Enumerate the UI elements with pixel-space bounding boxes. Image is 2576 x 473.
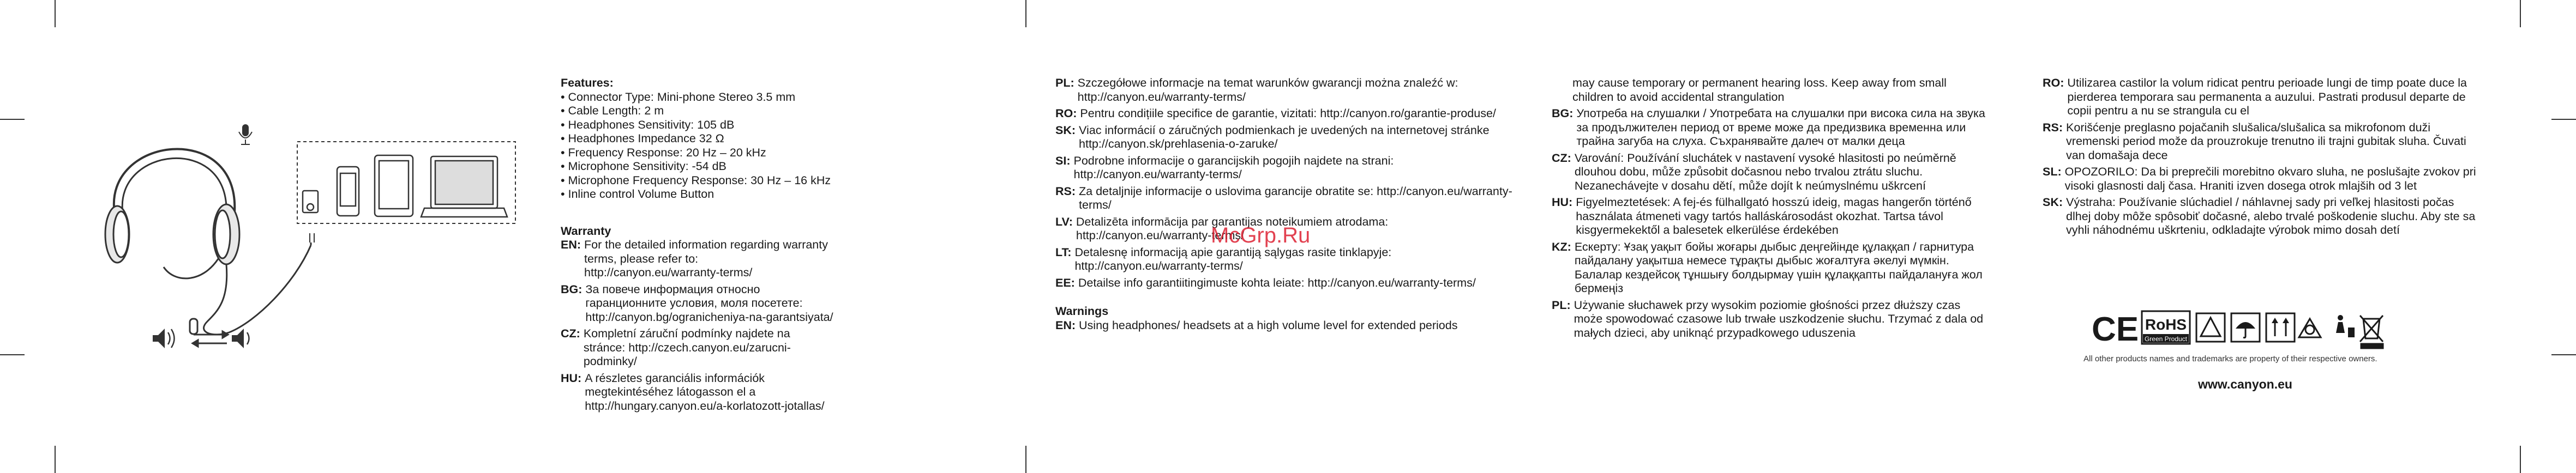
warning-entry: RS: Korišćenje preglasno pojačanih slušalica/slušalica sa mikrofonom duži vremenski period može da prouzrokuje trenutno ili trajni gubitak sluha. Čuvati van domašaja dece xyxy=(2043,120,2466,162)
watermark: McGrp.Ru xyxy=(1211,223,1311,247)
warning-entry: KZ: Ескерту: Ұзақ уақыт бойы жоғары дыбыс деңгейінде құлаққап / гарнитура пайдалану уақытша немесе тұрақты дыбыс жоғалтуға әкелуі мүмкін. Балалар кездейсоқ тұншығу болдырмау үшін құлаққапты пайдалануға жол бермеңіз xyxy=(1552,240,1983,295)
warnings-column-3 xyxy=(1552,76,1988,343)
warning-entry: SL: OPOZORILO: Da bi preprečili morebitno okvaro sluha, ne poslušajte zvokov pri visoki glasnosti dalj časa. Hraniti izven dosega otrok mlajših od 3 let xyxy=(2043,165,2476,192)
warranty-entry: LV: Detalizēta informācija par garantijas noteikumiem atrodama: http://canyon.eu/warranty-terms/ xyxy=(1055,215,1389,242)
crop-mark xyxy=(2551,119,2576,120)
warranty-entry: CZ: Kompletní záruční podmínky najdete na stránce: http://czech.canyon.eu/zarucni-podminky/ xyxy=(561,327,791,368)
warranty-entry: BG: За повече информация относно гаранционните условия, моля посетете: http://canyon.bg/ogranicheniya-na-garantsiyata/ xyxy=(561,282,833,324)
warranty-entry: PL: Szczegółowe informacje na temat warunków gwarancji można znaleźć w: http://canyon.eu/warranty-terms/ xyxy=(1055,76,1458,104)
warranty-heading: Warranty xyxy=(561,224,611,238)
volume-icon xyxy=(153,329,175,348)
umbrella-icon xyxy=(2231,313,2260,342)
feature-item: • Connector Type: Mini-phone Stereo 3.5 mm xyxy=(561,90,796,104)
warning-entry: PL: Używanie słuchawek przy wysokim poziomie głośności przez dłuższy czas może spowodować czasowe lub trwałe uszkodzenie słuchu. Trzymać z dala od małych dzieci, aby uniknąć przypadkowego uduszenia xyxy=(1552,298,1984,339)
weee-bin-icon xyxy=(2360,316,2383,348)
crop-mark xyxy=(1025,446,1026,473)
recycling-icon xyxy=(2299,319,2321,337)
crop-mark xyxy=(0,354,25,355)
feature-item: • Headphones Impedance 32 Ω xyxy=(561,132,724,145)
warning-entry: SK: Výstraha: Používanie slúchadiel / náhlavnej sady pri veľkej hlasitosti počas dlhej doby môže spôsobiť dočasné, alebo trvalé poškodenie sluchu. Aby ste sa vyhli náhodnému uškrteniu, odkladajte výrobok mimo dosah detí xyxy=(2043,196,2476,237)
warning-entry: BG: Употреба на слушалки / Употребата на слушалки при висока сила на звука за продължителен период от време може да предизвика временна или трайна загуба на слуха. Съхранявайте далеч от малки деца xyxy=(1552,107,1985,148)
headset-illustration xyxy=(82,104,518,371)
crop-mark xyxy=(2551,354,2576,355)
warranty-entry: SK: Viac informácií o záručných podmienkach je uvedených na internetovej stránke http://canyon.sk/prehlasenia-o-zaruke/ xyxy=(1055,123,1490,150)
tablet-icon xyxy=(375,155,413,216)
warranty-column-2 xyxy=(1055,76,1514,335)
warning-entry: HU: Figyelmeztetések: A fej-és fülhallgató hosszú ideig, magas hangerőn történő használata átmeneti vagy tartós halláskárosodást okozhat. Tartsa távol kisgyermekektől a balesetek elkerülése érdekében xyxy=(1552,196,1972,237)
warnings-heading: Warnings xyxy=(1055,305,1109,318)
rohs-icon xyxy=(2142,311,2190,344)
warning-continuation: may cause temporary or permanent hearing loss. Keep away from small children to avoid accidental strangulation xyxy=(1572,76,1947,104)
crop-mark xyxy=(55,446,56,473)
warranty-entry: RO: Pentru condițiile specifice de garantie, vizitati: http://canyon.ro/garantie-produse/ xyxy=(1055,107,1496,120)
this-side-up-icon xyxy=(2266,313,2295,342)
warranty-entry: LT: Detalesnę informaciją apie garantiją sąlygas rasite tinklapyje: http://canyon.eu/warranty-terms/ xyxy=(1055,245,1392,272)
crop-mark xyxy=(1025,0,1026,27)
features-column xyxy=(561,76,833,416)
feature-item: • Frequency Response: 20 Hz – 20 kHz xyxy=(561,145,766,159)
crop-mark xyxy=(2520,0,2521,27)
warranty-entry: RS: Za detaljnije informacije o uslovima garancije obratite se: http://canyon.eu/warranty-terms/ xyxy=(1055,184,1512,211)
crop-mark xyxy=(0,119,25,120)
phone-icon xyxy=(337,167,359,216)
feature-item: • Microphone Frequency Response: 30 Hz – 16 kHz xyxy=(561,173,831,187)
volume-icon xyxy=(232,329,249,348)
features-heading: Features: xyxy=(561,76,614,89)
warranty-entry: EE: Detailse info garantiitingimuste kohta leiate: http://canyon.eu/warranty-terms/ xyxy=(1055,276,1476,289)
warranty-entry: EN: For the detailed information regarding warranty terms, please refer to: http://canyon.eu/warranty-terms/ xyxy=(561,238,828,279)
warnings-column-4 xyxy=(2043,76,2479,240)
feature-item: • Microphone Sensitivity: -54 dB xyxy=(561,160,726,173)
trademark-notice: All other products names and trademarks are property of their respective owners. xyxy=(2083,354,2377,363)
hazard-icon xyxy=(2196,313,2225,342)
svg-text:RoHS: RoHS xyxy=(2145,316,2187,333)
crop-mark xyxy=(2520,446,2521,473)
warranty-entry: HU: A részletes garanciális információk megtekintéséhez látogasson el a http://hungary.canyon.eu/a-korlatozott-jotallas/ xyxy=(561,371,825,413)
crop-mark xyxy=(55,0,56,27)
feature-item: • Headphones Sensitivity: 105 dB xyxy=(561,118,735,131)
warning-entry: CZ: Varování: Používání sluchátek v nastavení vysoké hlasitosti po neúměrně dlouhou dobu, může způsobit dočasnou nebo trvalou ztrátu sluchu. Nezanechávejte v dosahu dětí, může dojít k neúmyslnému uškrcení xyxy=(1552,151,1956,192)
certification-icons xyxy=(2092,308,2441,351)
website-url[interactable]: www.canyon.eu xyxy=(2198,377,2292,391)
warning-entry: RO: Utilizarea castilor la volum ridicat pentru perioade lungi de timp poate duce la pierderea temporara sau permanenta a auzului. Pastrati produsul departe de copii pentru a nu se strangula cu el xyxy=(2043,76,2467,117)
ipod-icon xyxy=(303,191,318,213)
microphone-icon xyxy=(239,124,252,144)
feature-item: • Inline control Volume Button xyxy=(561,187,714,201)
feature-item: • Cable Length: 2 m xyxy=(561,104,664,117)
svg-text:Green Product: Green Product xyxy=(2144,335,2188,343)
laptop-icon xyxy=(421,156,507,217)
ce-mark-icon: CE xyxy=(2092,311,2139,348)
warranty-entry: SI: Podrobne informacije o garancijskih pogojih najdete na strani: http://canyon.eu/warranty-terms/ xyxy=(1055,154,1394,181)
tidy-man-icon xyxy=(2336,315,2355,337)
warning-entry: EN: Using headphones/ headsets at a high volume level for extended periods xyxy=(1055,318,1458,332)
